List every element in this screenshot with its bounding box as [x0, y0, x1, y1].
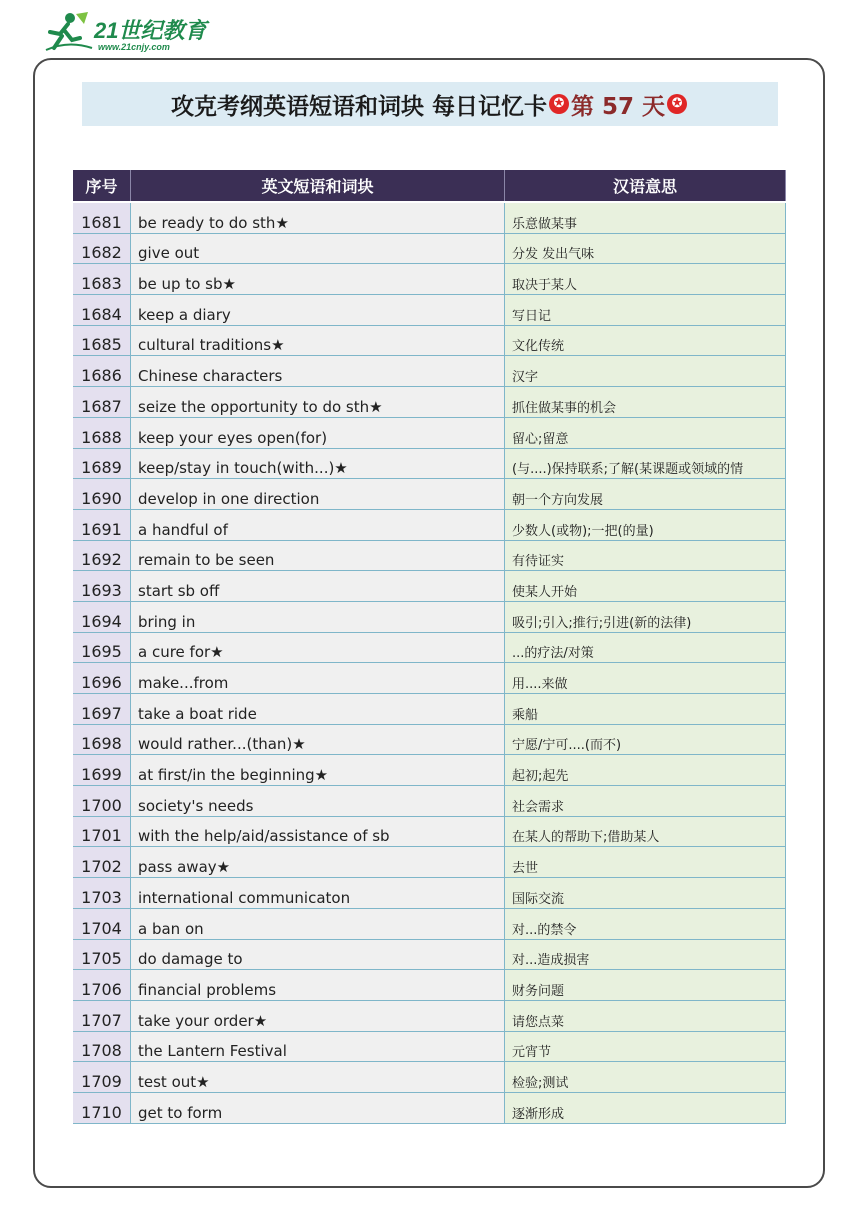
row-chinese: 起初;起先	[505, 755, 786, 785]
row-number: 1708	[73, 1032, 131, 1062]
row-number: 1685	[73, 326, 131, 356]
row-english: start sb off	[131, 571, 505, 601]
table-row	[73, 571, 786, 602]
table-row	[73, 264, 786, 295]
row-chinese: 文化传统	[505, 326, 786, 356]
row-english: seize the opportunity to do sth★	[131, 387, 505, 417]
row-chinese: 少数人(或物);一把(的量)	[505, 510, 786, 540]
table-body	[73, 203, 786, 1124]
table-row	[73, 541, 786, 572]
title-day: 第 57 天	[570, 93, 666, 120]
table-row	[73, 510, 786, 541]
table-row	[73, 295, 786, 326]
row-chinese: 抓住做某事的机会	[505, 387, 786, 417]
title-main: 攻克考纲英语短语和词块 每日记忆卡	[170, 93, 547, 120]
row-english: society's needs	[131, 786, 505, 816]
row-english: cultural traditions★	[131, 326, 505, 356]
row-number: 1682	[73, 234, 131, 264]
row-english: Chinese characters	[131, 356, 505, 386]
row-english: take a boat ride	[131, 694, 505, 724]
table-row	[73, 786, 786, 817]
row-number: 1697	[73, 694, 131, 724]
row-number: 1687	[73, 387, 131, 417]
row-number: 1705	[73, 940, 131, 970]
row-chinese: ...的疗法/对策	[505, 633, 786, 663]
row-chinese: 对...造成损害	[505, 940, 786, 970]
table-row	[73, 479, 786, 510]
table-row	[73, 909, 786, 940]
row-number: 1681	[73, 203, 131, 233]
row-chinese: (与....)保持联系;了解(某课题或领域的情	[505, 449, 786, 479]
row-number: 1709	[73, 1062, 131, 1092]
row-number: 1703	[73, 878, 131, 908]
row-chinese: 有待证实	[505, 541, 786, 571]
table-row	[73, 1001, 786, 1032]
row-chinese: 乐意做某事	[505, 203, 786, 233]
row-number: 1700	[73, 786, 131, 816]
row-number: 1689	[73, 449, 131, 479]
row-number: 1686	[73, 356, 131, 386]
row-english: remain to be seen	[131, 541, 505, 571]
row-chinese: 留心;留意	[505, 418, 786, 448]
row-number: 1693	[73, 571, 131, 601]
row-english: with the help/aid/assistance of sb	[131, 817, 505, 847]
row-number: 1694	[73, 602, 131, 632]
runner-icon	[40, 10, 96, 54]
table-row	[73, 387, 786, 418]
table-row	[73, 1062, 786, 1093]
table-row	[73, 1093, 786, 1124]
row-chinese: 对...的禁令	[505, 909, 786, 939]
row-chinese: 财务问题	[505, 970, 786, 1000]
row-number: 1701	[73, 817, 131, 847]
row-english: would rather...(than)★	[131, 725, 505, 755]
row-chinese: 用....来做	[505, 663, 786, 693]
page-title	[82, 82, 778, 126]
table-header	[73, 170, 786, 201]
row-english: give out	[131, 234, 505, 264]
phrase-table	[73, 170, 786, 1124]
logo-url: www.21cnjy.com	[98, 42, 170, 52]
row-chinese: 国际交流	[505, 878, 786, 908]
row-chinese: 社会需求	[505, 786, 786, 816]
row-chinese: 在某人的帮助下;借助某人	[505, 817, 786, 847]
table-row	[73, 326, 786, 357]
row-chinese: 检验;测试	[505, 1062, 786, 1092]
row-chinese: 去世	[505, 847, 786, 877]
row-english: international communicaton	[131, 878, 505, 908]
table-row	[73, 940, 786, 971]
row-english: take your order★	[131, 1001, 505, 1031]
row-english: be up to sb★	[131, 264, 505, 294]
site-logo	[40, 10, 220, 56]
table-row	[73, 970, 786, 1001]
table-row	[73, 418, 786, 449]
table-row	[73, 602, 786, 633]
row-chinese: 吸引;引入;推行;引进(新的法律)	[505, 602, 786, 632]
row-number: 1691	[73, 510, 131, 540]
row-chinese: 汉字	[505, 356, 786, 386]
row-english: pass away★	[131, 847, 505, 877]
row-english: keep a diary	[131, 295, 505, 325]
row-english: do damage to	[131, 940, 505, 970]
table-row	[73, 633, 786, 664]
row-english: test out★	[131, 1062, 505, 1092]
row-english: keep your eyes open(for)	[131, 418, 505, 448]
row-english: make...from	[131, 663, 505, 693]
row-number: 1683	[73, 264, 131, 294]
row-number: 1695	[73, 633, 131, 663]
table-row	[73, 356, 786, 387]
row-english: develop in one direction	[131, 479, 505, 509]
row-number: 1696	[73, 663, 131, 693]
table-row	[73, 449, 786, 480]
header-number: 序号	[73, 170, 131, 201]
row-chinese: 分发 发出气味	[505, 234, 786, 264]
row-number: 1698	[73, 725, 131, 755]
logo-brand: 21世纪教育	[94, 18, 207, 43]
row-chinese: 写日记	[505, 295, 786, 325]
row-number: 1692	[73, 541, 131, 571]
row-number: 1699	[73, 755, 131, 785]
row-english: a cure for★	[131, 633, 505, 663]
row-chinese: 乘船	[505, 694, 786, 724]
table-row	[73, 755, 786, 786]
row-chinese: 使某人开始	[505, 571, 786, 601]
row-chinese: 元宵节	[505, 1032, 786, 1062]
table-row	[73, 234, 786, 265]
table-row	[73, 663, 786, 694]
table-row	[73, 878, 786, 909]
table-row	[73, 817, 786, 848]
row-english: the Lantern Festival	[131, 1032, 505, 1062]
table-row	[73, 1032, 786, 1063]
table-row	[73, 847, 786, 878]
row-chinese: 朝一个方向发展	[505, 479, 786, 509]
row-english: bring in	[131, 602, 505, 632]
row-chinese: 取决于某人	[505, 264, 786, 294]
row-english: be ready to do sth★	[131, 203, 505, 233]
row-number: 1690	[73, 479, 131, 509]
row-number: 1688	[73, 418, 131, 448]
row-number: 1704	[73, 909, 131, 939]
row-number: 1707	[73, 1001, 131, 1031]
row-chinese: 宁愿/宁可....(而不)	[505, 725, 786, 755]
header-chinese: 汉语意思	[505, 170, 786, 201]
row-english: a handful of	[131, 510, 505, 540]
table-row	[73, 725, 786, 756]
row-number: 1702	[73, 847, 131, 877]
table-row	[73, 694, 786, 725]
row-english: a ban on	[131, 909, 505, 939]
star-icon: ✪	[549, 94, 569, 114]
star-icon: ✪	[667, 94, 687, 114]
row-english: get to form	[131, 1093, 505, 1123]
row-number: 1706	[73, 970, 131, 1000]
row-english: at first/in the beginning★	[131, 755, 505, 785]
row-chinese: 逐渐形成	[505, 1093, 786, 1123]
row-chinese: 请您点菜	[505, 1001, 786, 1031]
row-english: keep/stay in touch(with...)★	[131, 449, 505, 479]
row-number: 1710	[73, 1093, 131, 1123]
row-number: 1684	[73, 295, 131, 325]
table-row	[73, 203, 786, 234]
row-english: financial problems	[131, 970, 505, 1000]
header-english: 英文短语和词块	[131, 170, 505, 201]
